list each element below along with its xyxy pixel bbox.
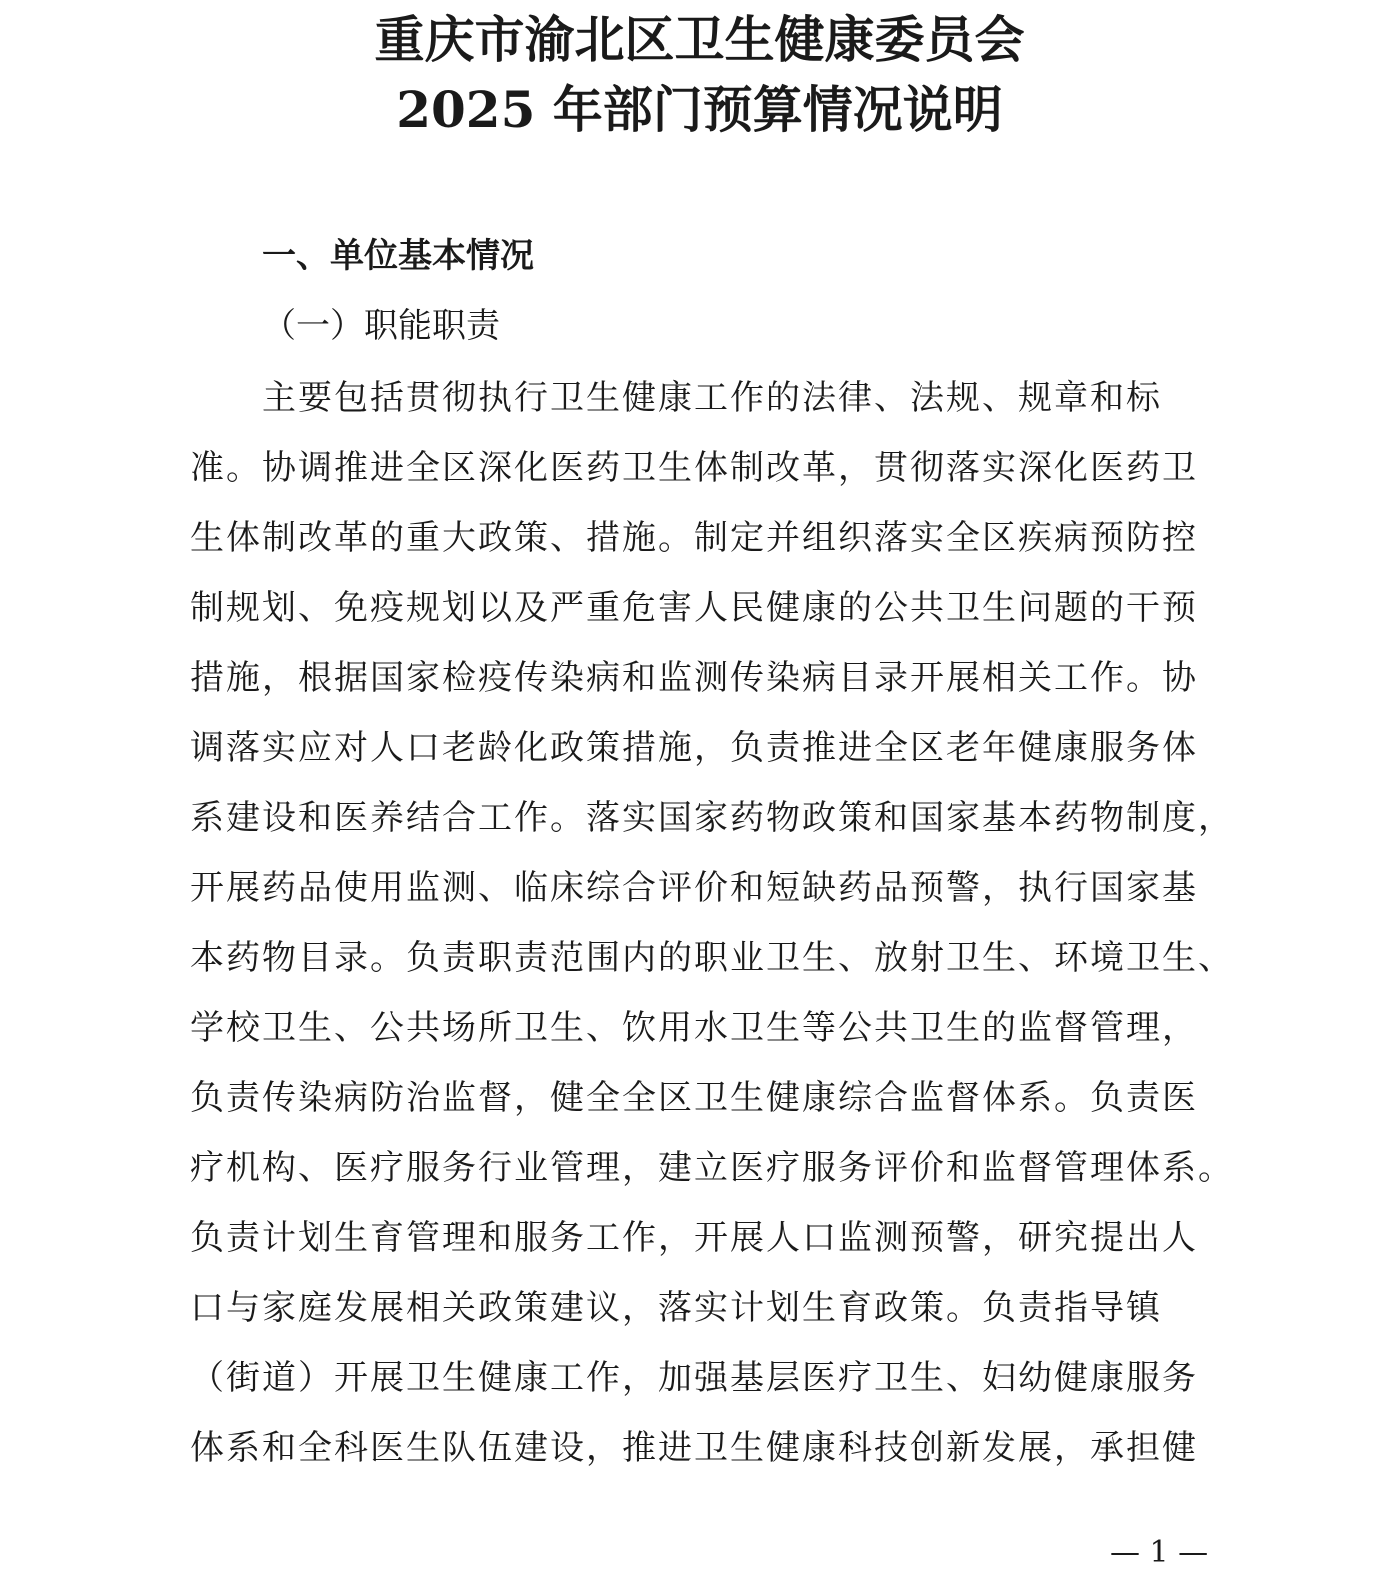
- body-line: 生体制改革的重大政策、措施。制定并组织落实全区疾病预防控: [190, 518, 1198, 558]
- subsection-heading: （一）职能职责: [262, 306, 500, 346]
- body-line: 负责计划生育管理和服务工作，开展人口监测预警，研究提出人: [190, 1218, 1198, 1258]
- body-line: 疗机构、医疗服务行业管理，建立医疗服务评价和监督管理体系。: [190, 1148, 1234, 1188]
- body-line: 准。协调推进全区深化医药卫生体制改革，贯彻落实深化医药卫: [190, 448, 1198, 488]
- document-title-line-1: 重庆市渝北区卫生健康委员会: [374, 10, 1025, 69]
- body-line: 制规划、免疫规划以及严重危害人民健康的公共卫生问题的干预: [190, 588, 1198, 628]
- body-line: 本药物目录。负责职责范围内的职业卫生、放射卫生、环境卫生、: [190, 938, 1234, 978]
- body-line: 开展药品使用监测、临床综合评价和短缺药品预警，执行国家基: [190, 868, 1198, 908]
- body-line: 主要包括贯彻执行卫生健康工作的法律、法规、规章和标: [262, 378, 1162, 418]
- body-line: 调落实应对人口老龄化政策措施，负责推进全区老年健康服务体: [190, 728, 1198, 768]
- page-number: — 1 —: [1110, 1535, 1209, 1570]
- section-heading: 一、单位基本情况: [262, 236, 534, 276]
- body-line: 体系和全科医生队伍建设，推进卫生健康科技创新发展，承担健: [190, 1428, 1198, 1468]
- body-line: 负责传染病防治监督，健全全区卫生健康综合监督体系。负责医: [190, 1078, 1198, 1118]
- body-line: 口与家庭发展相关政策建议，落实计划生育政策。负责指导镇: [190, 1288, 1162, 1328]
- body-line: 措施，根据国家检疫传染病和监测传染病目录开展相关工作。协: [190, 658, 1198, 698]
- body-line: 系建设和医养结合工作。落实国家药物政策和国家基本药物制度，: [190, 798, 1234, 838]
- body-line: （街道）开展卫生健康工作，加强基层医疗卫生、妇幼健康服务: [190, 1358, 1198, 1398]
- body-line: 学校卫生、公共场所卫生、饮用水卫生等公共卫生的监督管理，: [190, 1008, 1198, 1048]
- document-title-line-2: 2025 年部门预算情况说明: [396, 80, 1003, 139]
